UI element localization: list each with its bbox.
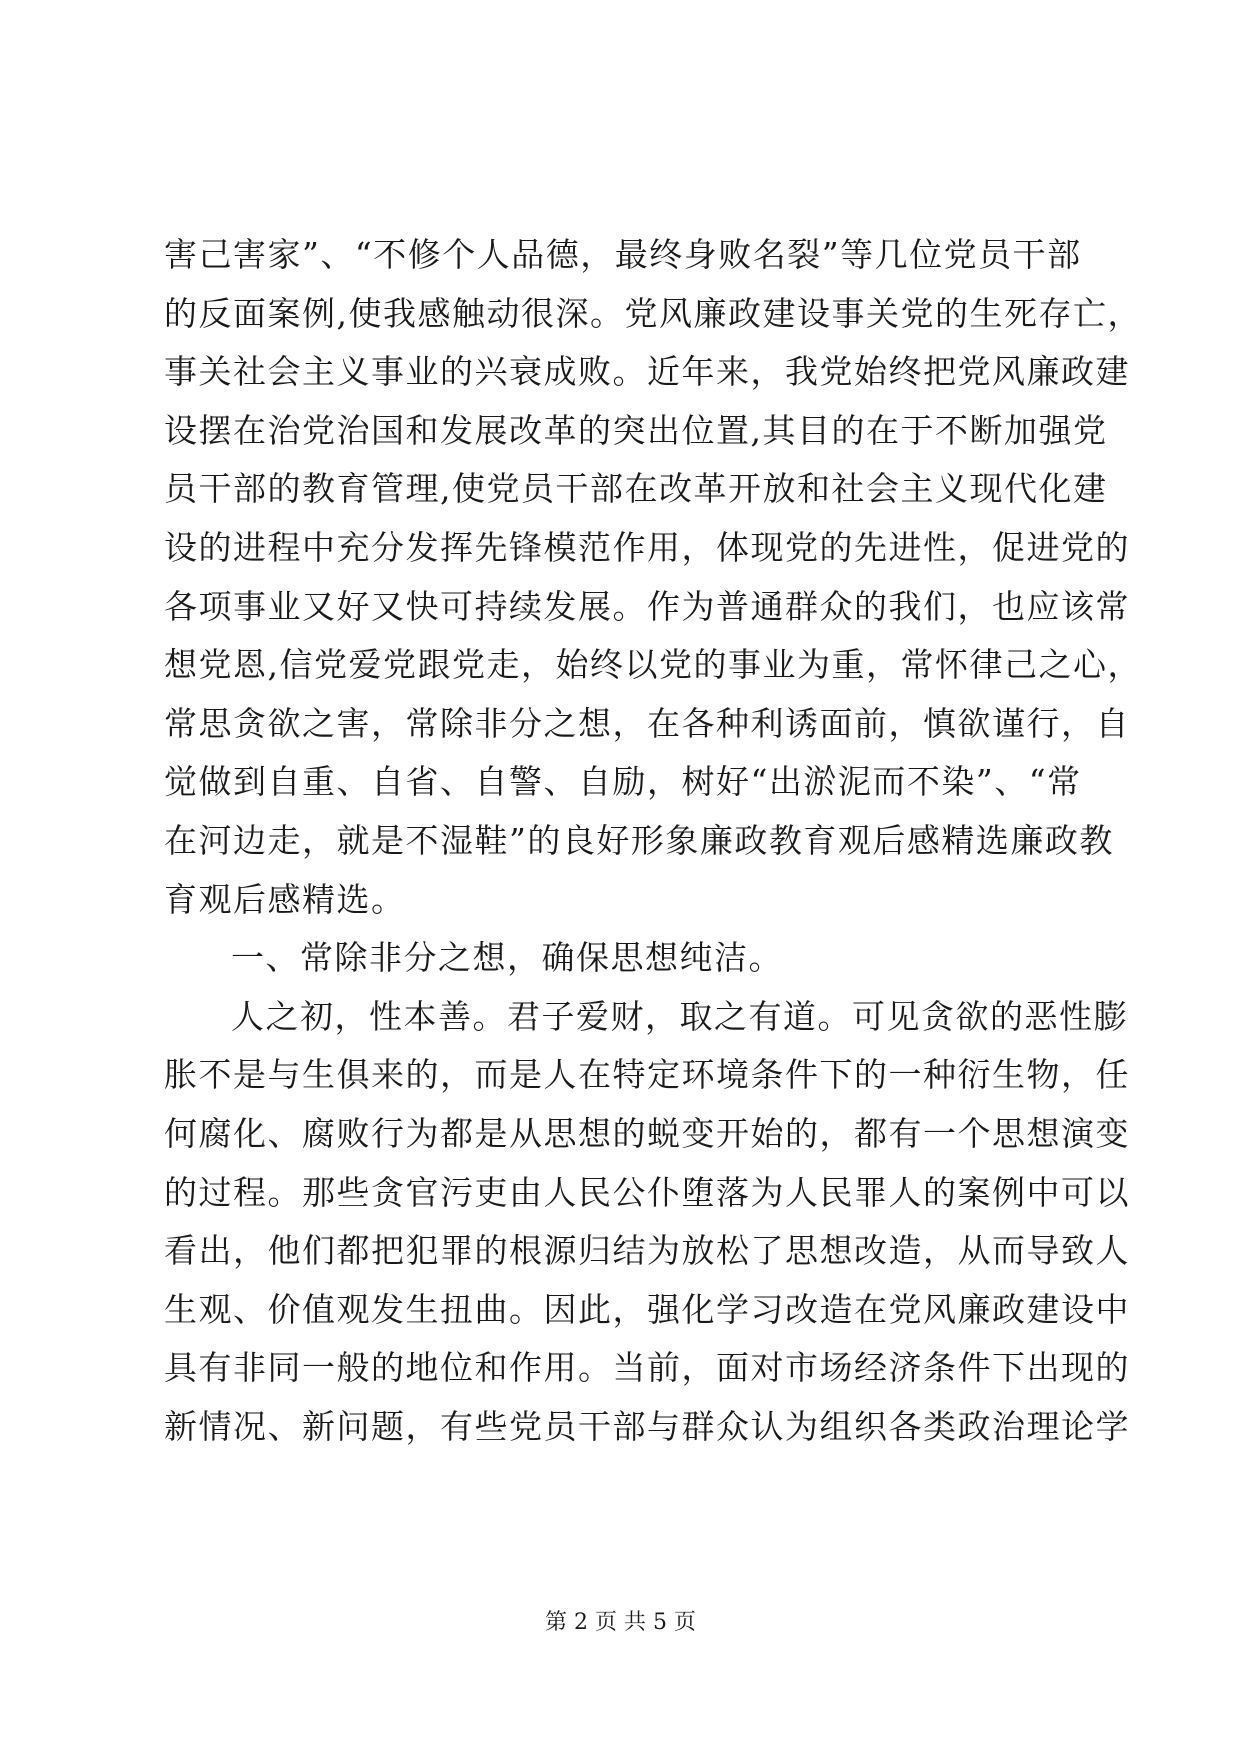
page-number-footer: 第 2 页 共 5 页 — [545, 1610, 696, 1635]
text-line: 胀不是与生俱来的，而是人在特定环境条件下的一种衍生物，任 — [164, 1055, 1130, 1095]
text-line: 事关社会主义事业的兴衰成败。近年来，我党始终把党风廉政建 — [164, 352, 1130, 392]
text-line: 何腐化、腐败行为都是从思想的蜕变开始的，都有一个思想演变 — [164, 1113, 1130, 1153]
text-line: 具有非同一般的地位和作用。当前，面对市场经济条件下出现的 — [164, 1348, 1130, 1388]
text-line: 人之初，性本善。君子爱财，取之有道。可见贪欲的恶性膨 — [231, 996, 1128, 1036]
text-line: 觉做到自重、自省、自警、自励，树好“出淤泥而不染”、“常 — [164, 762, 1082, 802]
text-line: 的过程。那些贪官污吏由人民公仆堕落为人民罪人的案例中可以 — [164, 1172, 1130, 1212]
text-line: 的反面案例,使我感触动很深。党风廉政建设事关党的生死存亡， — [164, 293, 1142, 333]
text-line: 生观、价值观发生扭曲。因此，强化学习改造在党风廉政建设中 — [164, 1289, 1130, 1329]
text-line: 员干部的教育管理,使党员干部在改革开放和社会主义现代化建 — [164, 469, 1108, 509]
text-line: 新情况、新问题，有些党员干部与群众认为组织各类政治理论学 — [164, 1406, 1130, 1446]
text-line: 看出，他们都把犯罪的根源归结为放松了思想改造，从而导致人 — [164, 1231, 1130, 1271]
text-line: 在河边走，就是不湿鞋”的良好形象廉政教育观后感精选廉政教 — [164, 820, 1114, 860]
text-line: 常思贪欲之害，常除非分之想，在各种利诱面前，慎欲谨行，自 — [164, 703, 1130, 743]
document-body — [164, 226, 1142, 1456]
text-line: 各项事业又好又快可持续发展。作为普通群众的我们，也应该常 — [164, 586, 1130, 626]
section-heading: 一、常除非分之想，确保思想纯洁。 — [231, 938, 783, 978]
text-line: 害己害家”、“不修个人品德，最终身败名裂”等几位党员干部 — [164, 235, 1082, 274]
text-line: 想党恩,信党爱党跟党走，始终以党的事业为重，常怀律己之心， — [164, 645, 1142, 685]
text-line: 设的进程中充分发挥先锋模范作用，体现党的先进性，促进党的 — [164, 527, 1130, 567]
text-line: 设摆在治党治国和发展改革的突出位置,其目的在于不断加强党 — [164, 410, 1108, 450]
text-line: 育观后感精选。 — [164, 879, 406, 919]
